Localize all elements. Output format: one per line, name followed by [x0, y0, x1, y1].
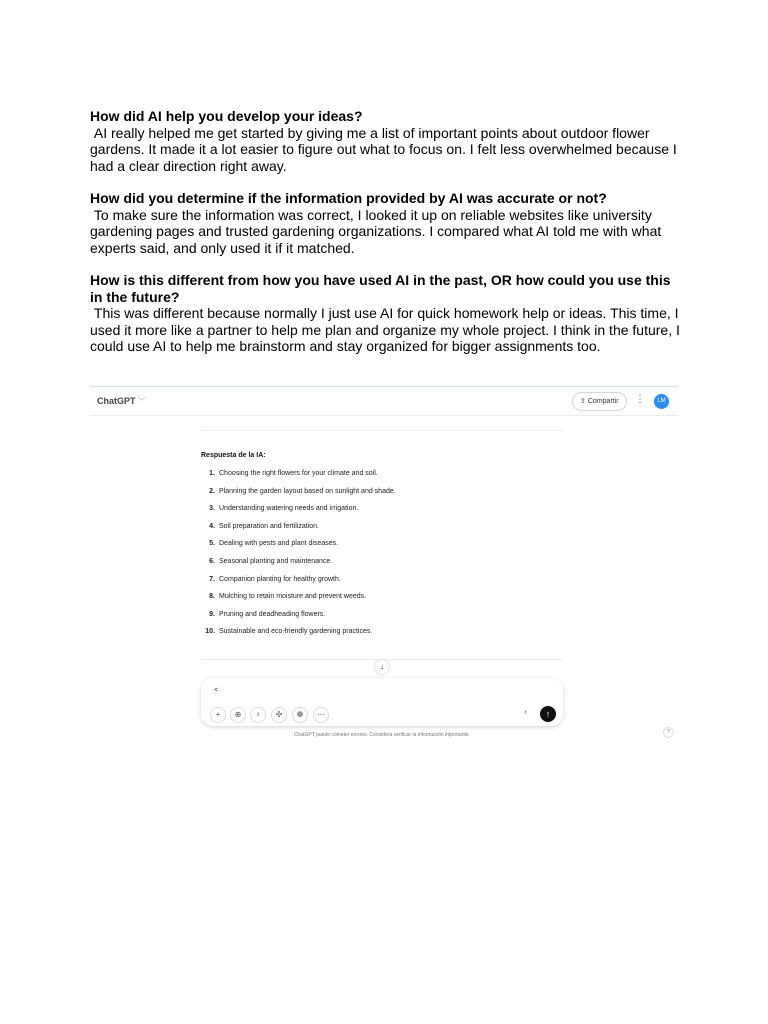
list-text: Companion planting for healthy growth.: [219, 575, 341, 583]
list-item: [201, 628, 561, 646]
list-text: Seasonal planting and maintenance.: [219, 557, 333, 565]
list-item: [201, 540, 561, 558]
disclaimer-text: ChatGPT puede cometer errores. Considera verificar la información importante.: [293, 732, 471, 738]
share-label: Compartir: [587, 398, 619, 405]
list-text: Choosing the right flowers for your climate and soil.: [219, 470, 378, 477]
list-number: 6.: [209, 557, 215, 565]
list-number: 8.: [209, 593, 215, 601]
list-text: Soil preparation and fertilization.: [219, 522, 320, 530]
response-label: Respuesta de la IA:: [201, 452, 266, 459]
list-item: [201, 593, 561, 611]
list-number: 7.: [209, 575, 215, 583]
list-number: 1.: [209, 470, 215, 477]
question-heading: How did you determine if the information provided by AI was accurate or not?: [90, 190, 607, 206]
answer-paragraph: To make sure the information was correct, I looked it up on reliable websites like university gardening pages and trusted gardening organizations. I compared what AI told me with what experts said, and only used it if it matched.: [90, 206, 666, 256]
qa-section: [90, 272, 684, 355]
list-item: [201, 505, 561, 523]
composer-input[interactable]: <: [214, 687, 219, 694]
list-text: Dealing with pests and plant diseases.: [219, 540, 339, 548]
arrow-down-icon[interactable]: ↓: [374, 659, 390, 675]
qa-section: [90, 190, 680, 256]
list-item: [201, 611, 561, 629]
plus-icon[interactable]: +: [210, 707, 226, 723]
globe-icon[interactable]: ⊕: [230, 707, 246, 723]
send-arrow-icon: ↑: [545, 709, 551, 719]
microphone-icon[interactable]: ♁: [523, 709, 529, 716]
list-item: [201, 488, 561, 506]
document-body: [90, 108, 684, 371]
response-list: [201, 470, 561, 646]
model-selector[interactable]: [97, 396, 146, 407]
list-item: [201, 558, 561, 576]
list-number: 4.: [209, 522, 215, 530]
list-text: Sustainable and eco-friendly gardening practices.: [219, 628, 373, 636]
chatgpt-screenshot: [90, 386, 680, 742]
share-button[interactable]: [572, 392, 627, 411]
list-text: Mulching to retain moisture and prevent weeds.: [219, 593, 367, 601]
more-horizontal-icon[interactable]: ⋯: [313, 707, 329, 723]
chat-header: [90, 387, 678, 416]
list-number: 10.: [205, 628, 215, 636]
send-button[interactable]: [540, 706, 556, 722]
chevron-down-icon: ﹀: [137, 397, 146, 406]
qa-section: [90, 108, 680, 174]
list-text: Pruning and deadheading flowers.: [219, 610, 326, 618]
more-vertical-icon[interactable]: ⋮: [635, 394, 645, 405]
list-number: 9.: [209, 610, 215, 618]
answer-paragraph: This was different because normally I just use AI for quick homework help or ideas. This time, I used it more like a partner to help me plan and organize my whole project. I think in the future, I could use AI to help me brainstorm and stay organized for bigger assignments too.: [90, 305, 684, 354]
list-text: Planning the garden layout based on sunlight and shade.: [219, 487, 396, 495]
divider: [201, 430, 563, 431]
list-item: [201, 576, 561, 594]
sparkle-icon[interactable]: ✣: [271, 707, 287, 723]
list-item: [201, 470, 561, 488]
answer-paragraph: AI really helped me get started by giving me a list of important points about outdoor flower gardens. It made it a lot easier to figure out what to focus on. I felt less overwhelmed because I had a clear direction right away.: [90, 124, 681, 174]
help-button[interactable]: ?: [663, 727, 674, 738]
image-gen-icon[interactable]: ❁: [292, 707, 308, 723]
app-title: ChatGPT: [97, 396, 136, 406]
list-text: Understanding watering needs and irrigation.: [219, 505, 359, 513]
list-number: 3.: [209, 505, 215, 513]
list-item: [201, 523, 561, 541]
lightbulb-icon[interactable]: ♀: [250, 707, 266, 723]
list-number: 2.: [209, 487, 215, 495]
share-icon: ⇪: [580, 398, 586, 405]
question-heading: How did AI help you develop your ideas?: [90, 108, 363, 124]
question-heading: How is this different from how you have used AI in the past, OR how could you use this in the future?: [90, 272, 671, 305]
list-number: 5.: [209, 540, 215, 548]
avatar[interactable]: LM: [654, 394, 669, 409]
message-composer[interactable]: [201, 678, 563, 726]
